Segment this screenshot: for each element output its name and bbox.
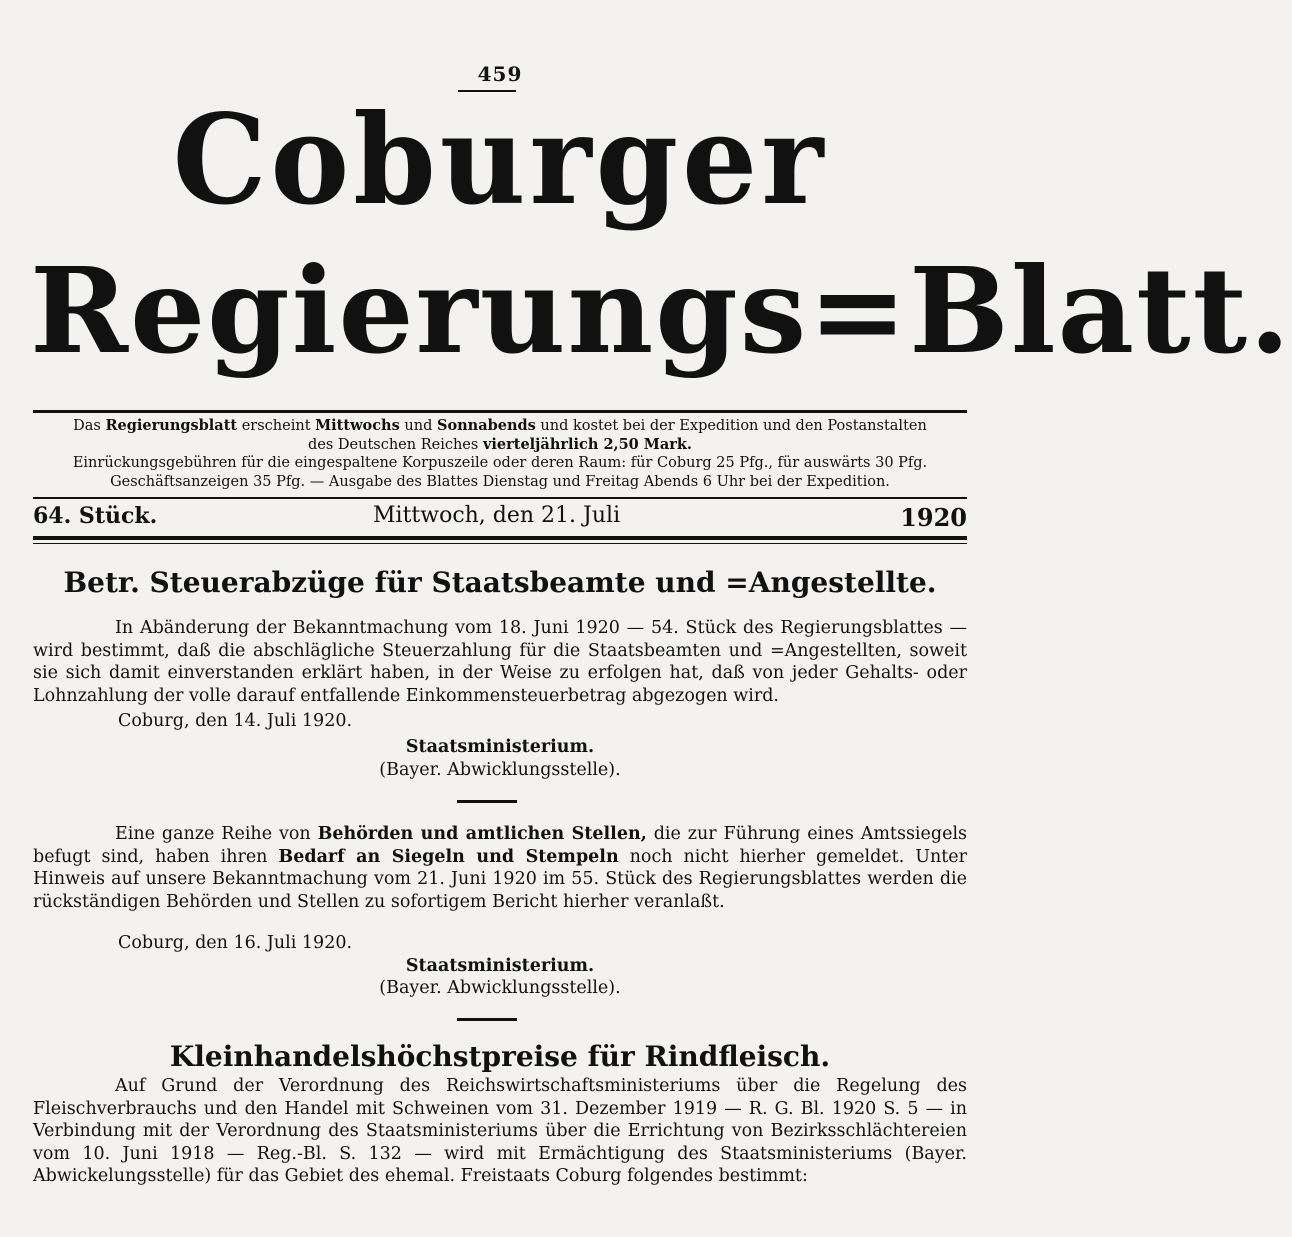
- info-line-3: Einrückungsgebühren für die eingespaltene Korpuszeile oder deren Raum: für Coburg 25 Pfg., für auswärts 30 Pfg.: [72, 455, 928, 471]
- divider-2: [457, 1018, 517, 1021]
- article2-dateline: Coburg, den 16. Juli 1920.: [118, 933, 353, 953]
- masthead-rule-top: [33, 410, 967, 413]
- issue-rule-bottom: [33, 536, 967, 540]
- article1-dateline: Coburg, den 14. Juli 1920.: [118, 711, 353, 731]
- issue-rule-bottom-thin: [33, 543, 967, 544]
- article1-signature-sub: (Bayer. Abwicklungsstelle).: [379, 760, 621, 780]
- issue-year: 1920: [900, 503, 967, 532]
- page-number: 459: [477, 62, 523, 86]
- issue-date: Mittwoch, den 21. Juli: [373, 503, 621, 528]
- article1-signature: Staatsministerium.: [405, 737, 595, 757]
- article2-signature-sub: (Bayer. Abwicklungsstelle).: [379, 978, 621, 998]
- issue-rule-top: [33, 497, 967, 499]
- masthead-line2: Regierungs=Blatt.: [30, 241, 1292, 380]
- info-line-1: Das Regierungsblatt erscheint Mittwochs und Sonnabends und kostet bei der Expedition und den Postanstalten: [73, 417, 927, 434]
- issue-number: 64. Stück.: [33, 503, 158, 529]
- article3-body: Auf Grund der Verordnung des Reichswirtschaftsministeriums über die Regelung des Fleischverbrauchs und den Handel mit Schweinen vom 31. Dezember 1919 — R. G. Bl. 1920 S. 5 — in Verbindung mit der Verordnung des Staatsministeriums über die Errichtung von Bezirksschlächtereien vom 10. Juni 1918 — Reg.-Bl. S. 132 — wird mit Ermächtigung des Staatsministeriums (Bayer. Abwickelungsstelle) für das Gebiet des ehemal. Freistaats Coburg folgendes bestimmt:: [33, 1076, 967, 1186]
- info-line-4: Geschäftsanzeigen 35 Pfg. — Ausgabe des Blattes Dienstag und Freitag Abends 6 Uhr bei der Expedition.: [110, 474, 890, 490]
- article1-headline: Betr. Steuerabzüge für Staatsbeamte und =Angestellte.: [63, 566, 937, 599]
- divider-1: [457, 800, 517, 803]
- article2-signature: Staatsministerium.: [405, 956, 595, 976]
- issue-row: [33, 503, 967, 533]
- article3-headline: Kleinhandelshöchstpreise für Rindfleisch.: [169, 1040, 831, 1073]
- info-line-2: des Deutschen Reiches vierteljährlich 2,50 Mark.: [308, 436, 692, 453]
- article1-body: In Abänderung der Bekanntmachung vom 18. Juni 1920 — 54. Stück des Regierungsblattes — wird bestimmt, daß die abschlägliche Steuerzahlung für die Staatsbeamten und =Angestellten, soweit sie sich damit einverstanden erklärt haben, in der Weise zu erfolgen hat, daß von jeder Gehalts- oder Lohnzahlung der volle darauf entfallende Einkommensteuerbetrag abgezogen wird.: [33, 618, 967, 706]
- masthead-line1: Coburger: [172, 86, 828, 233]
- article2-body: Eine ganze Reihe von Behörden und amtlichen Stellen, die zur Führung eines Amtssiegels befugt sind, haben ihren Bedarf an Siegeln und Stempeln noch nicht hierher gemeldet. Unter Hinweis auf unsere Bekanntmachung vom 21. Juni 1920 im 55. Stück des Regierungsblattes werden die rückständigen Behörden und Stellen zu sofortigem Bericht hierher veranlaßt.: [33, 824, 968, 912]
